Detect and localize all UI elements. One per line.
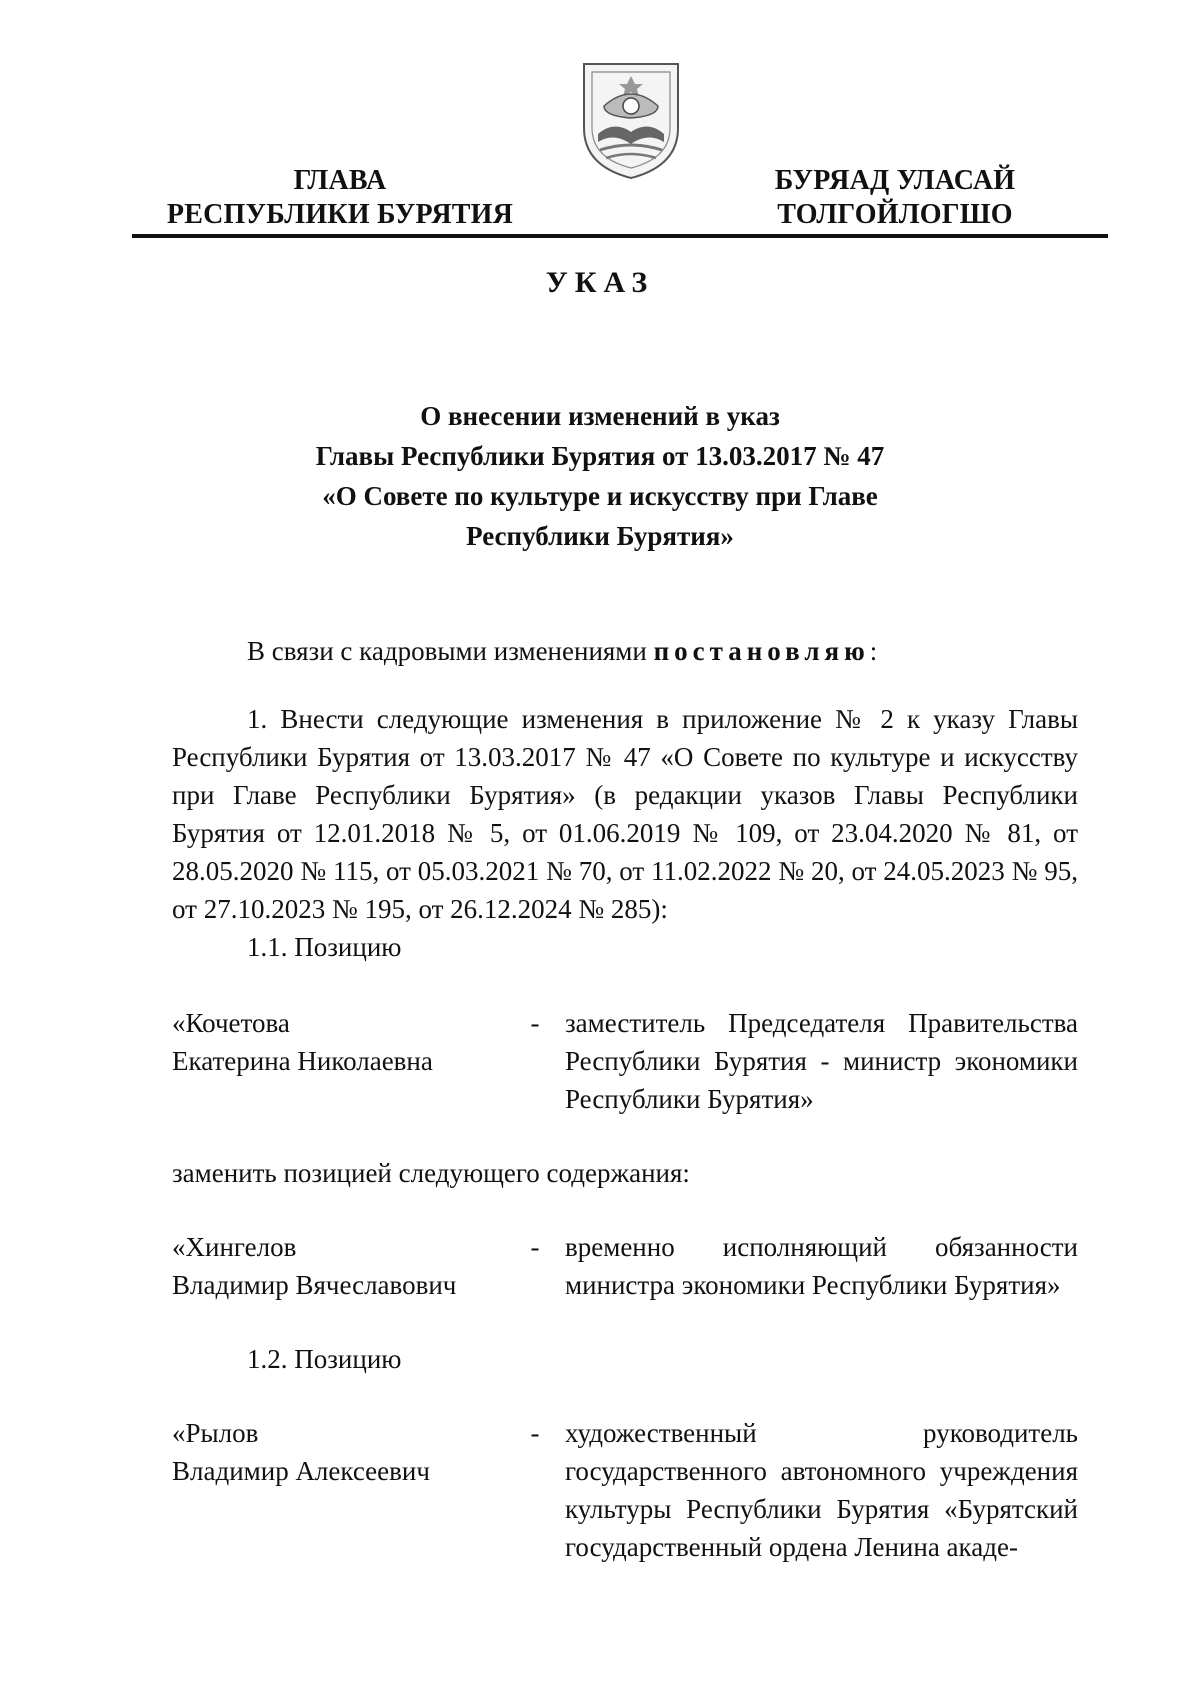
decree-title: УКАЗ: [545, 266, 655, 299]
position-new-1-given-name: Владимир Вячеславович: [172, 1270, 457, 1300]
position-new-1-description: временно исполняющий обязанности министра экономики Республики Бурятия»: [565, 1232, 1078, 1300]
intro-paragraph: [172, 632, 1078, 670]
position-old-2-name: [172, 1414, 512, 1490]
position-old-1-dash: -: [530, 1008, 540, 1038]
subject-line-1: О внесении изменений в указ: [420, 401, 780, 431]
subject-line-2: Главы Республики Бурятия от 13.03.2017 № 47: [315, 441, 885, 471]
position-old-2-description: художественный руководитель государственного автономного учреждения культуры Республики Бурятия «Бурятский государственный ордена Ленина акаде-: [565, 1418, 1078, 1562]
position-old-1-surname: «Кочетова: [172, 1008, 290, 1038]
header-right-line-2: ТОЛГОЙЛОГШО: [777, 199, 1013, 230]
decree-subject: [260, 396, 940, 556]
position-new-1-name: [172, 1228, 512, 1304]
header-right-line-1: БУРЯАД УЛАСАЙ: [774, 165, 1016, 196]
position-new-1-dash: -: [530, 1232, 540, 1262]
position-old-2-dash: -: [530, 1418, 540, 1448]
item-1-2-heading: 1.2. Позицию: [247, 1344, 402, 1374]
header-left-line-2: РЕСПУБЛИКИ БУРЯТИЯ: [166, 199, 514, 230]
position-old-2-surname: «Рылов: [172, 1418, 259, 1448]
position-old-1-given-name: Екатерина Николаевна: [172, 1046, 433, 1076]
intro-emphasis: постановляю: [653, 636, 870, 666]
item-1-1-heading: 1.1. Позицию: [247, 932, 402, 962]
intro-text: В связи с кадровыми изменениями: [247, 636, 654, 666]
position-new-1-surname: «Хингелов: [172, 1232, 297, 1262]
subject-line-3: «О Совете по культуре и искусству при Главе: [322, 481, 878, 511]
header-left-line-1: ГЛАВА: [293, 165, 387, 196]
position-old-1-name: [172, 1004, 512, 1080]
item-1-paragraph: 1. Внести следующие изменения в приложение № 2 к указу Главы Республики Бурятия от 13.03.2017 № 47 «О Совете по культуре и искусству при Главе Республики Бурятия» (в редакции указов Главы Республики Бурятия от 12.01.2018 № 5, от 01.06.2019 № 109, от 23.04.2020 № 81, от 28.05.2020 № 115, от 05.03.2021 № 70, от 11.02.2022 № 20, от 24.05.2023 № 95, от 27.10.2023 № 195, от 26.12.2024 № 285):: [172, 704, 1078, 924]
coat-of-arms-icon: [576, 58, 686, 182]
position-old-2-given-name: Владимир Алексеевич: [172, 1456, 430, 1486]
header-left: [140, 164, 540, 232]
replace-instruction: заменить позицией следующего содержания:: [172, 1158, 690, 1188]
header-divider: [132, 234, 1108, 238]
subject-line-4: Республики Бурятия»: [466, 521, 734, 551]
header-right: [720, 164, 1070, 232]
intro-end: :: [869, 636, 878, 666]
position-old-1-description: заместитель Председателя Правительства Республики Бурятия - министр экономики Республики Бурятия»: [565, 1008, 1078, 1114]
